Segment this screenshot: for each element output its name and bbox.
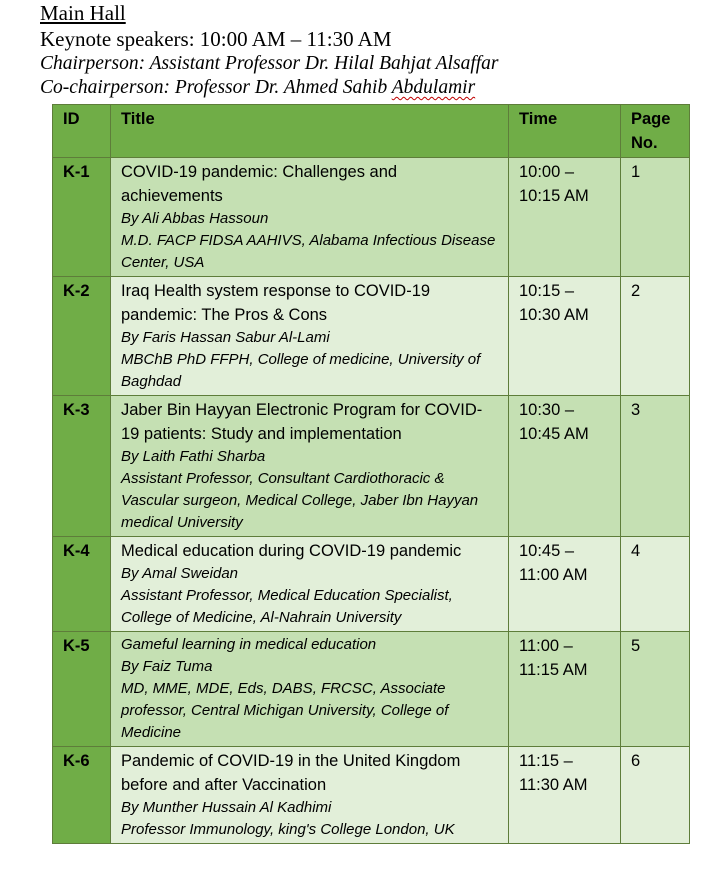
table-row	[53, 747, 690, 844]
row-id: K-3	[53, 396, 111, 537]
table-header-row	[53, 105, 690, 158]
row-time: 11:00 – 11:15 AM	[509, 632, 621, 747]
talk-author: By Amal Sweidan	[121, 565, 238, 582]
chairperson: Chairperson: Assistant Professor Dr. Hilal Bahjat Alsaffar	[40, 53, 499, 74]
talk-title: COVID-19 pandemic: Challenges and achievements	[121, 163, 398, 205]
row-id: K-2	[53, 277, 111, 396]
row-page: 6	[621, 747, 690, 844]
row-time: 10:30 – 10:45 AM	[509, 396, 621, 537]
header-time: Time	[509, 105, 621, 158]
row-time: 10:00 – 10:15 AM	[509, 158, 621, 277]
row-time: 10:15 – 10:30 AM	[509, 277, 621, 396]
talk-title: Pandemic of COVID-19 in the United Kingdom before and after Vaccination	[121, 752, 461, 794]
table-row	[53, 158, 690, 277]
hall-name: Main Hall	[40, 1, 126, 25]
row-page: 4	[621, 537, 690, 632]
talk-author: By Laith Fathi Sharba	[121, 448, 266, 465]
row-title-cell	[111, 396, 509, 537]
talk-title: Gameful learning in medical education	[121, 636, 377, 653]
session-header	[40, 0, 499, 100]
table-row	[53, 277, 690, 396]
row-time: 11:15 – 11:30 AM	[509, 747, 621, 844]
row-title-cell	[111, 747, 509, 844]
talk-affiliation: MBChB PhD FFPH, College of medicine, University of Baghdad	[121, 351, 481, 390]
row-page: 2	[621, 277, 690, 396]
table-row	[53, 396, 690, 537]
row-page: 3	[621, 396, 690, 537]
talk-title: Jaber Bin Hayyan Electronic Program for COVID-19 patients: Study and implementation	[121, 401, 483, 443]
row-id: K-5	[53, 632, 111, 747]
table-row	[53, 537, 690, 632]
talk-affiliation: Assistant Professor, Medical Education Specialist, College of Medicine, Al-Nahrain University	[121, 587, 453, 626]
row-page: 5	[621, 632, 690, 747]
row-title-cell	[111, 277, 509, 396]
talk-author: By Ali Abbas Hassoun	[121, 210, 269, 227]
talk-affiliation: Professor Immunology, king's College London, UK	[121, 821, 455, 838]
header-id: ID	[53, 105, 111, 158]
talk-affiliation: Assistant Professor, Consultant Cardiothoracic & Vascular surgeon, Medical College, Jaber Ibn Hayyan medical University	[121, 470, 479, 531]
talk-title: Medical education during COVID-19 pandemic	[121, 542, 462, 560]
header-page: Page No.	[621, 105, 690, 158]
talk-author: By Faiz Tuma	[121, 658, 213, 675]
table-row	[53, 632, 690, 747]
co-chairperson-prefix: Co-chairperson: Professor Dr. Ahmed Sahib	[40, 77, 392, 98]
row-title-cell	[111, 632, 509, 747]
talk-author: By Munther Hussain Al Kadhimi	[121, 799, 332, 816]
talk-title: Iraq Health system response to COVID-19 pandemic: The Pros & Cons	[121, 282, 431, 324]
talk-affiliation: MD, MME, MDE, Eds, DABS, FRCSC, Associate professor, Central Michigan University, College of Medicine	[121, 680, 449, 741]
row-id: K-6	[53, 747, 111, 844]
row-id: K-4	[53, 537, 111, 632]
talk-affiliation: M.D. FACP FIDSA AAHIVS, Alabama Infectious Disease Center, USA	[121, 232, 496, 271]
co-chairperson-lastname: Abdulamir	[391, 77, 476, 98]
row-page: 1	[621, 158, 690, 277]
header-title: Title	[111, 105, 509, 158]
co-chairperson	[40, 76, 499, 100]
row-id: K-1	[53, 158, 111, 277]
row-title-cell	[111, 158, 509, 277]
talk-author: By Faris Hassan Sabur Al-Lami	[121, 329, 330, 346]
keynote-time: Keynote speakers: 10:00 AM – 11:30 AM	[40, 27, 392, 51]
keynote-table	[52, 104, 690, 844]
row-time: 10:45 – 11:00 AM	[509, 537, 621, 632]
row-title-cell	[111, 537, 509, 632]
